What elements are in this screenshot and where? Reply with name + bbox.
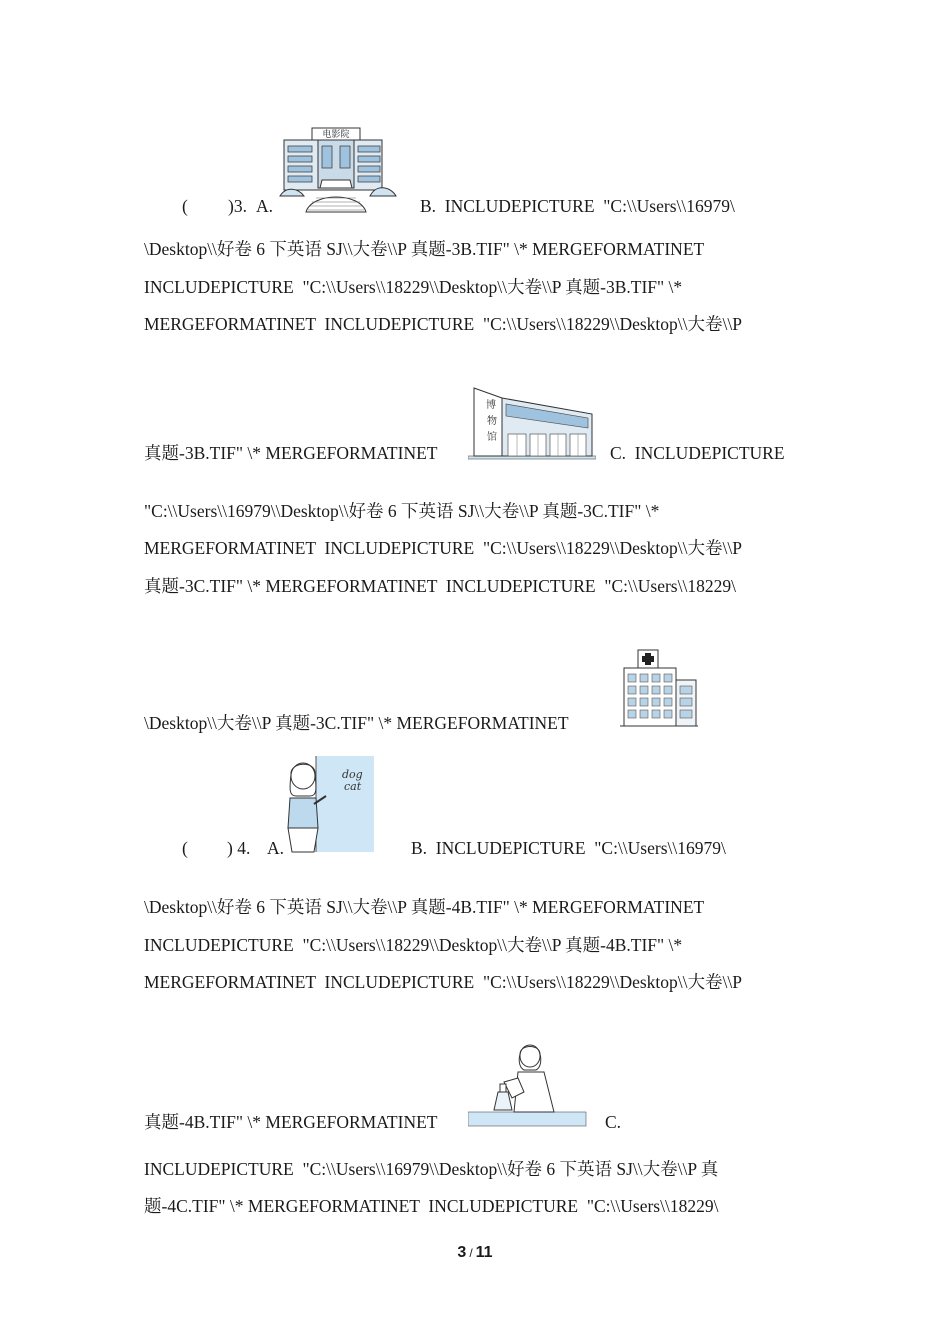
lab-scientist-image [468, 1044, 588, 1128]
q3-text-line: INCLUDEPICTURE "C:\\Users\\18229\\Desktop\\大卷\\P 真题-3B.TIF" \* [144, 277, 683, 297]
page-number [0, 1244, 950, 1262]
q3-option-b-line: B. INCLUDEPICTURE "C:\\Users\\16979\ [420, 196, 735, 216]
q3-number: )3. [228, 196, 247, 216]
q4-text-line: INCLUDEPICTURE "C:\\Users\\16979\\Desktop\\好卷 6 下英语 SJ\\大卷\\P 真 [144, 1159, 719, 1179]
board-word-cat: cat [344, 780, 362, 793]
q3-text-line: \Desktop\\大卷\\P 真题-3C.TIF" \* MERGEFORMATINET [144, 713, 569, 733]
teacher-blackboard-image [286, 756, 374, 854]
museum-sign-1: 博 [486, 400, 496, 411]
q4-number: ) 4. [227, 838, 251, 858]
board-word-dog: dog [342, 768, 363, 781]
q3-option-a-label: A. [256, 196, 274, 216]
q4-text-line: 真题-4B.TIF" \* MERGEFORMATINET [144, 1112, 438, 1132]
q3-answer-paren: ( [182, 196, 188, 216]
q4-option-b-line: B. INCLUDEPICTURE "C:\\Users\\16979\ [411, 838, 726, 858]
q3-text-line: "C:\\Users\\16979\\Desktop\\好卷 6 下英语 SJ\\大卷\\P 真题-3C.TIF" \* [144, 501, 660, 521]
q4-text-line: 题-4C.TIF" \* MERGEFORMATINET INCLUDEPICTURE "C:\\Users\\18229\ [144, 1196, 719, 1216]
q3-text-line: MERGEFORMATINET INCLUDEPICTURE "C:\\Users\\18229\\Desktop\\大卷\\P [144, 314, 742, 334]
cinema-image [278, 126, 398, 214]
cinema-sign: 电影院 [322, 130, 350, 140]
q3-option-c-label: C. INCLUDEPICTURE [610, 443, 785, 463]
q4-option-c-label: C. [605, 1112, 622, 1132]
page-total: 11 [475, 1244, 493, 1261]
q3-text-line: MERGEFORMATINET INCLUDEPICTURE "C:\\Users\\18229\\Desktop\\大卷\\P [144, 538, 742, 558]
q4-option-a-label: A. [267, 838, 285, 858]
q3-text-line: \Desktop\\好卷 6 下英语 SJ\\大卷\\P 真题-3B.TIF" \* MERGEFORMATINET [144, 239, 705, 259]
museum-sign-3: 馆 [487, 432, 497, 443]
page-separator: / [469, 1246, 473, 1260]
museum-image [468, 384, 596, 460]
hospital-image [620, 648, 698, 730]
q3-text-line: 真题-3B.TIF" \* MERGEFORMATINET [144, 443, 438, 463]
q3-text-line: 真题-3C.TIF" \* MERGEFORMATINET INCLUDEPICTURE "C:\\Users\\18229\ [144, 576, 736, 596]
museum-sign-2: 物 [487, 416, 497, 427]
q4-text-line: MERGEFORMATINET INCLUDEPICTURE "C:\\Users\\18229\\Desktop\\大卷\\P [144, 972, 742, 992]
q4-answer-paren: ( [182, 838, 188, 858]
q4-text-line: INCLUDEPICTURE "C:\\Users\\18229\\Desktop\\大卷\\P 真题-4B.TIF" \* [144, 935, 683, 955]
q4-text-line: \Desktop\\好卷 6 下英语 SJ\\大卷\\P 真题-4B.TIF" \* MERGEFORMATINET [144, 897, 705, 917]
page-current: 3 [457, 1244, 467, 1261]
